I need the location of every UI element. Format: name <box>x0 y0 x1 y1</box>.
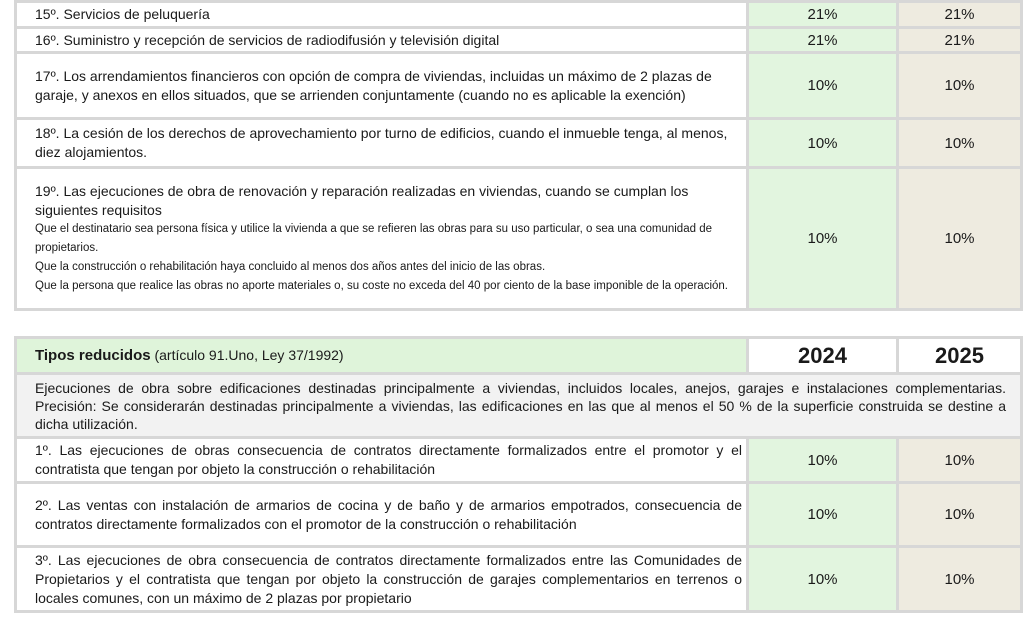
rate-2025: 10% <box>898 53 1022 119</box>
row-description: 1º. Las ejecuciones de obras consecuencia de contratos directamente formalizados entre el promotor y el contratista que tengan por objeto la construcción o rehabilitación <box>16 438 748 483</box>
requirement-text: Que la persona que realice las obras no aporte materiales o, su coste no exceda del 40 por ciento de la base imponible de la operación. <box>35 279 728 292</box>
intro-row <box>16 374 1022 438</box>
rate-2025: 21% <box>898 28 1022 53</box>
requirement-text: Que la construcción o rehabilitación haya concluido al menos dos años antes del inicio de las obras. <box>35 260 546 273</box>
table-row <box>16 53 1022 119</box>
table-row <box>16 483 1022 547</box>
year-header-2024: 2024 <box>748 338 898 374</box>
row-description: 18º. La cesión de los derechos de aprovechamiento por turno de edificios, cuando el inmueble tenga, al menos, diez alojamientos. <box>16 119 748 168</box>
section-title <box>16 338 748 374</box>
vat-rates-table-top <box>14 0 1023 311</box>
section-title-ref: (artículo 91.Uno, Ley 37/1992) <box>154 347 344 363</box>
table-header <box>16 338 1022 374</box>
rate-2024: 21% <box>748 28 898 53</box>
rate-2024: 10% <box>748 438 898 483</box>
rate-2025: 10% <box>898 438 1022 483</box>
row-description: 17º. Los arrendamientos financieros con opción de compra de viviendas, incluidas un máximo de 2 plazas de garaje, y anexos en ellos situados, que se arrienden conjuntamente (cuando no es aplicable la exención) <box>16 53 748 119</box>
row-description: 2º. Las ventas con instalación de armarios de cocina y de baño y de armarios empotrados, consecuencia de contratos directamente formalizados con el promotor de la construcción o rehabilitación <box>16 483 748 547</box>
rate-2025: 10% <box>898 483 1022 547</box>
row-description: 16º. Suministro y recepción de servicios de radiodifusión y televisión digital <box>16 28 748 53</box>
rate-2024: 10% <box>748 119 898 168</box>
rate-2025: 10% <box>898 168 1022 310</box>
rate-2024: 10% <box>748 168 898 310</box>
table-row <box>16 168 1022 310</box>
table-row <box>16 28 1022 53</box>
table-row <box>16 438 1022 483</box>
row-description: 15º. Servicios de peluquería <box>16 2 748 28</box>
row-main-text: 19º. Las ejecuciones de obra de renovación y reparación realizadas en viviendas, cuando se cumplan los siguientes requisitos <box>35 182 689 218</box>
requirement-text: Que el destinatario sea persona física y utilice la vivienda a que se refieren las obras para su uso particular, o sea una comunidad de propietarios. <box>35 222 712 254</box>
table-row <box>16 119 1022 168</box>
rate-2025: 10% <box>898 547 1022 612</box>
rate-2024: 10% <box>748 483 898 547</box>
reduced-rates-table <box>14 336 1023 613</box>
rate-2024: 10% <box>748 53 898 119</box>
intro-text: Ejecuciones de obra sobre edificaciones destinadas principalmente a viviendas, incluidos locales, anejos, garajes e instalaciones complementarias. Precisión: Se considerarán destinadas principalmente a viviendas, las edificaciones en las que al menos el 50 % de la superficie construida se destine a dicha utilización. <box>16 374 1022 438</box>
table-row <box>16 2 1022 28</box>
row-description <box>16 168 748 310</box>
rate-2024: 21% <box>748 2 898 28</box>
rate-2025: 21% <box>898 2 1022 28</box>
row-description: 3º. Las ejecuciones de obra consecuencia de contratos directamente formalizados entre las Comunidades de Propietarios y el contratista que tengan por objeto la construcción de garajes complementarios en terrenos o locales comunes, con un máximo de 2 plazas por propietario <box>16 547 748 612</box>
year-header-2025: 2025 <box>898 338 1022 374</box>
rate-2024: 10% <box>748 547 898 612</box>
rate-2025: 10% <box>898 119 1022 168</box>
section-title-main: Tipos reducidos <box>35 347 151 364</box>
table-row <box>16 547 1022 612</box>
